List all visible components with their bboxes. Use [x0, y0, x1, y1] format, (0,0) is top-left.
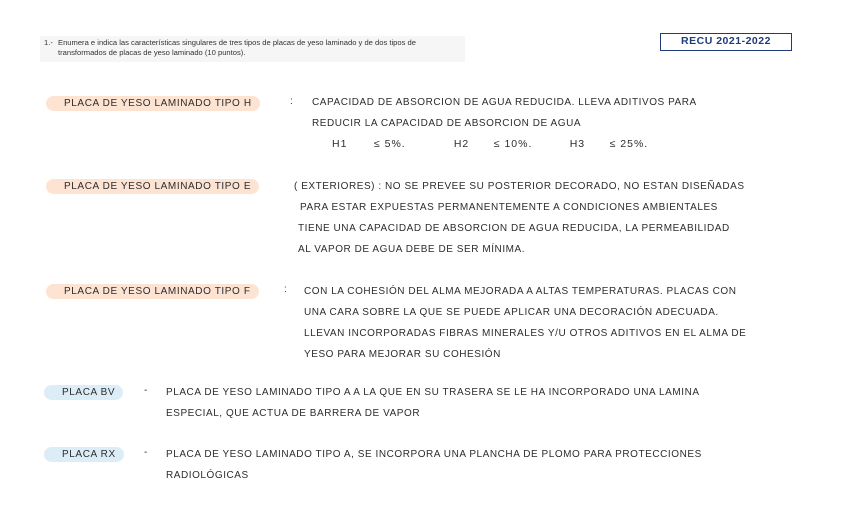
recu-badge: RECU 2021-2022: [660, 33, 792, 51]
label-tipo-f: PLACA DE YESO LAMINADO TIPO F: [46, 284, 259, 299]
desc-line: PARA ESTAR EXPUESTAS PERMANENTEMENTE A CONDICIONES AMBIENTALES: [300, 202, 718, 213]
desc-tipo-h: [312, 92, 697, 134]
desc-placa-bv: [166, 382, 700, 424]
question-line-2: transformados de placas de yeso laminado (10 puntos).: [58, 48, 246, 57]
value-h2: H2: [453, 138, 470, 150]
desc-line: REDUCIR LA CAPACIDAD DE ABSORCION DE AGUA: [312, 118, 582, 129]
separator-placa-bv: -: [144, 385, 148, 396]
desc-line: TIENE UNA CAPACIDAD DE ABSORCION DE AGUA REDUCIDA, LA PERMEABILIDAD: [298, 223, 730, 234]
desc-line: PLACA DE YESO LAMINADO TIPO A A LA QUE EN SU TRASERA SE LE HA INCORPORADO UNA LAMINA: [166, 387, 700, 398]
separator-tipo-f: :: [284, 284, 287, 295]
desc-tipo-f: [304, 281, 746, 365]
question-text-1: Enumera e indica las características singulares de tres tipos de placas de yeso laminado y de dos tipos de: [58, 38, 416, 47]
desc-line: ( EXTERIORES) : NO SE PREVEE SU POSTERIOR DECORADO, NO ESTAN DISEÑADAS: [294, 181, 745, 192]
desc-line: ESPECIAL, QUE ACTUA DE BARRERA DE VAPOR: [166, 408, 421, 419]
label-placa-rx: PLACA RX: [44, 447, 124, 462]
desc-line: LLEVAN INCORPORADAS FIBRAS MINERALES Y/U OTROS ADITIVOS EN EL ALMA DE: [304, 328, 747, 339]
desc-line: CAPACIDAD DE ABSORCION DE AGUA REDUCIDA. LLEVA ADITIVOS PARA: [312, 97, 697, 108]
value-h3: H3: [569, 138, 586, 150]
desc-line: UNA CARA SOBRE LA QUE SE PUEDE APLICAR UNA DECORACIÓN ADECUADA.: [304, 307, 719, 318]
question-box: [40, 36, 465, 62]
h-values: [332, 138, 648, 150]
desc-line: CON LA COHESIÓN DEL ALMA MEJORADA A ALTAS TEMPERATURAS. PLACAS CON: [304, 286, 737, 297]
label-tipo-h: PLACA DE YESO LAMINADO TIPO H: [46, 96, 260, 111]
desc-placa-rx: [166, 444, 702, 486]
question-number: 1.-: [44, 38, 53, 47]
desc-line: RADIOLÓGICAS: [166, 470, 249, 481]
question-line-1: [44, 38, 461, 48]
desc-tipo-e: [294, 176, 745, 260]
value-h1-limit: ≤ 5%.: [373, 138, 406, 150]
desc-line: YESO PARA MEJORAR SU COHESIÓN: [304, 349, 501, 360]
value-h2-limit: ≤ 10%.: [493, 138, 533, 150]
desc-line: AL VAPOR DE AGUA DEBE DE SER MÍNIMA.: [298, 244, 526, 255]
value-h1: H1: [332, 138, 348, 150]
label-tipo-e: PLACA DE YESO LAMINADO TIPO E: [46, 179, 259, 194]
separator-placa-rx: -: [144, 447, 148, 458]
value-h3-limit: ≤ 25%.: [609, 138, 649, 150]
separator-tipo-h: :: [290, 96, 293, 107]
desc-line: PLACA DE YESO LAMINADO TIPO A, SE INCORPORA UNA PLANCHA DE PLOMO PARA PROTECCIONES: [166, 449, 702, 460]
label-placa-bv: PLACA BV: [44, 385, 123, 400]
